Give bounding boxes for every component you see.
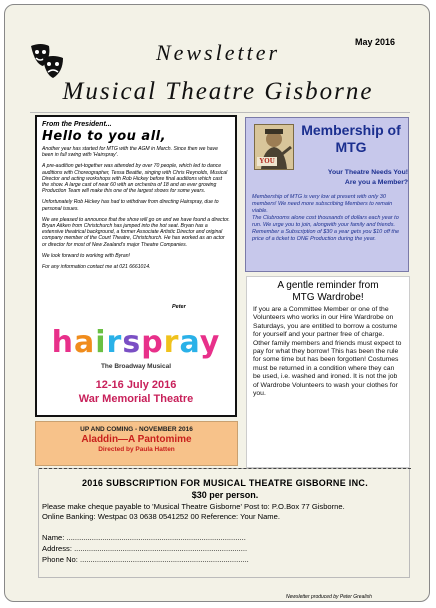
hairspray-subtitle: The Broadway Musical — [100, 363, 172, 370]
president-signature: Peter — [172, 304, 186, 310]
membership-paragraph: Membership of MTG is very low at present with only 30 members! We need more subscribing Members to remain viable. — [252, 194, 393, 214]
wardrobe-title-line: MTG Wardrobe! — [292, 292, 364, 303]
hairspray-logo: hairspray — [51, 325, 221, 360]
president-paragraph: We are pleased to announce that the show will go on and we have found a director. Bryan Aitken from Christchurch has jumped into the hot seat. Bryan has a extensive theatrical background, a former Associate Artistic Director and original company member of the Court Theatre, Christchurch. He has worked as an actor or director for most of New Zealand's major Theatre Companies. — [42, 216, 230, 248]
membership-body — [252, 194, 406, 243]
upcoming-director: Directed by Paula Hatten — [98, 446, 175, 453]
membership-callout-line: Your Theatre Needs You! — [327, 169, 408, 176]
membership-panel — [245, 117, 409, 272]
upcoming-show-banner — [35, 421, 238, 466]
poster-you-text: YOU — [257, 157, 277, 166]
hairspray-dates: 12-16 July 2016 — [95, 379, 177, 391]
wardrobe-paragraph: If you are a Committee Member or one of the Volunteers who works in our Hire Wardrobe on Saturdays, you are entitled to borrow a costume for yourself and your partner free of charge. — [253, 306, 398, 339]
president-contact: For any information contact me at 021 6661014. — [42, 264, 151, 271]
wardrobe-reminder — [246, 276, 410, 468]
president-section-label: From the President... — [42, 121, 112, 128]
cut-line — [39, 468, 411, 469]
president-body — [37, 144, 235, 270]
president-paragraph: Unfortunately Rob Hickey has had to withdraw from directing Hairspray, due to personal issues. — [42, 199, 219, 212]
membership-paragraph: Remember a Subscription of $30 a year gets you $10 off the price of a ticket to ONE Production during the year. — [252, 229, 400, 242]
wardrobe-title-line: A gentle reminder from — [277, 280, 379, 291]
phone-field[interactable]: Phone No: ................................................................................ — [42, 555, 249, 564]
president-paragraph: We look forward to working with Byran! — [42, 252, 130, 259]
hairspray-venue: War Memorial Theatre — [78, 393, 194, 405]
newsletter-heading: Newsletter — [155, 40, 281, 65]
online-banking-details: Online Banking: Westpac 03 0638 0541252 00 Reference: Your Name. — [42, 512, 280, 521]
title-divider — [30, 112, 410, 113]
upcoming-show-title: Aladdin—A Pantomime — [81, 434, 192, 445]
subscription-heading: 2016 SUBSCRIPTION FOR MUSICAL THEATRE GISBORNE INC. — [82, 478, 368, 488]
name-field[interactable]: Name: ..................................................................................... — [42, 533, 246, 542]
subscription-price: $30 per person. — [191, 490, 259, 500]
president-paragraph: A pre-audition get-together was attended by over 70 people, which led to dance auditions with Choreographer, Tessa Beattie, singing with Chris Reynolds, Musical Director and acting workshops with Rob Hickey before final auditions which cast the show. A large cast of near 60 with an orchestra of 18 and an ever growing Production Team will make this one of the largest shows for some years. — [42, 163, 228, 195]
hairspray-promo — [37, 325, 235, 415]
wardrobe-title — [247, 280, 409, 304]
address-field[interactable]: Address: .................................................................................. — [42, 544, 248, 553]
recruitment-poster-image — [254, 124, 294, 170]
newsletter-credit: Newsletter produced by Peter Grealish — [286, 594, 372, 600]
membership-paragraph: The Clubrooms alone cost thousands of dollars each year to run. We urge you to join, alongwith your family and friends. — [252, 215, 399, 228]
upcoming-heading: UP AND COMING - NOVEMBER 2016 — [80, 426, 193, 433]
cheque-instructions: Please make cheque payable to 'Musical Theatre Gisborne' Post to: P.O.Box 77 Gisborne. — [42, 502, 345, 511]
organisation-title: Musical Theatre Gisborne — [62, 78, 374, 105]
membership-title: Membership of MTG — [301, 122, 401, 155]
president-message — [35, 115, 237, 417]
wardrobe-paragraph: Other family members and friends must expect to pay for what they borrow! This has been the rule for some time but has been forgotten! Costumes must be returned in a condition where they can be used, i.e. washed and ironed. It is not the job of Wardrobe Volunteers to wash your clothes for you. — [253, 339, 402, 398]
membership-callout-line: Are you a Member? — [344, 179, 408, 186]
issue-date: May 2016 — [355, 37, 396, 47]
subscription-form — [38, 468, 410, 578]
president-greeting: Hello to you all, — [42, 129, 167, 144]
wardrobe-body — [247, 304, 409, 398]
president-paragraph: Another year has started for MTG with the AGM in March. Since then we have been in full swing with 'Hairspray'. — [42, 146, 218, 159]
membership-callout — [286, 168, 408, 188]
